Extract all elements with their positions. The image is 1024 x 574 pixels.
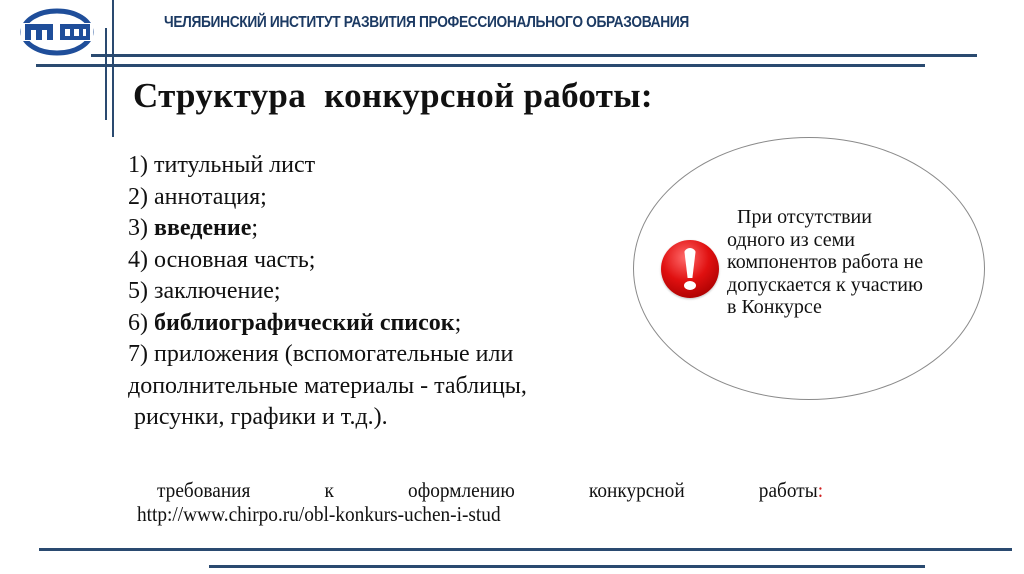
list-item: 2) аннотация; (128, 183, 267, 210)
decor-header-line-1 (91, 54, 977, 57)
exclamation-warning-icon (661, 240, 719, 298)
decor-footer-line-1 (39, 548, 1012, 551)
list-item: 1) титульный лист (128, 152, 316, 178)
warning-note-line: одного из семи (727, 228, 855, 251)
list-item: 6) библиографический список; (128, 309, 462, 336)
structure-list (128, 150, 648, 434)
warning-note-line: в Конкурсе (727, 296, 822, 318)
list-item: 7) приложения (вспомогательные или (128, 341, 514, 367)
organization-name: ЧЕЛЯБИНСКИЙ ИНСТИТУТ РАЗВИТИЯ ПРОФЕССИОНАЛЬНОГО ОБРАЗОВАНИЯ (164, 14, 689, 31)
requirements-link[interactable]: http://www.chirpo.ru/obl-konkurs-uchen-i-stud (137, 502, 501, 526)
institute-logo-icon (20, 8, 94, 56)
decor-vertical-line-2 (112, 0, 114, 137)
slide-title: Структура конкурсной работы: (133, 76, 653, 115)
decor-header-line-2 (36, 64, 925, 67)
list-item: 5) заключение; (128, 278, 281, 304)
decor-footer-line-2 (209, 565, 925, 568)
list-item-continuation: рисунки, графики и т.д.). (128, 404, 388, 430)
requirements-text: требования к оформлению конкурсной работы: (157, 478, 824, 502)
warning-note-line: При отсутствии (727, 206, 872, 228)
decor-vertical-line-1 (105, 28, 107, 120)
list-item: 4) основная часть; (128, 246, 316, 273)
list-item-continuation: дополнительные материалы - таблицы, (128, 372, 527, 399)
warning-note-line: допускается к участию (727, 273, 923, 296)
warning-note (727, 206, 987, 319)
list-item: 3) введение; (128, 215, 259, 241)
warning-note-line: компонентов работа не (727, 251, 924, 273)
